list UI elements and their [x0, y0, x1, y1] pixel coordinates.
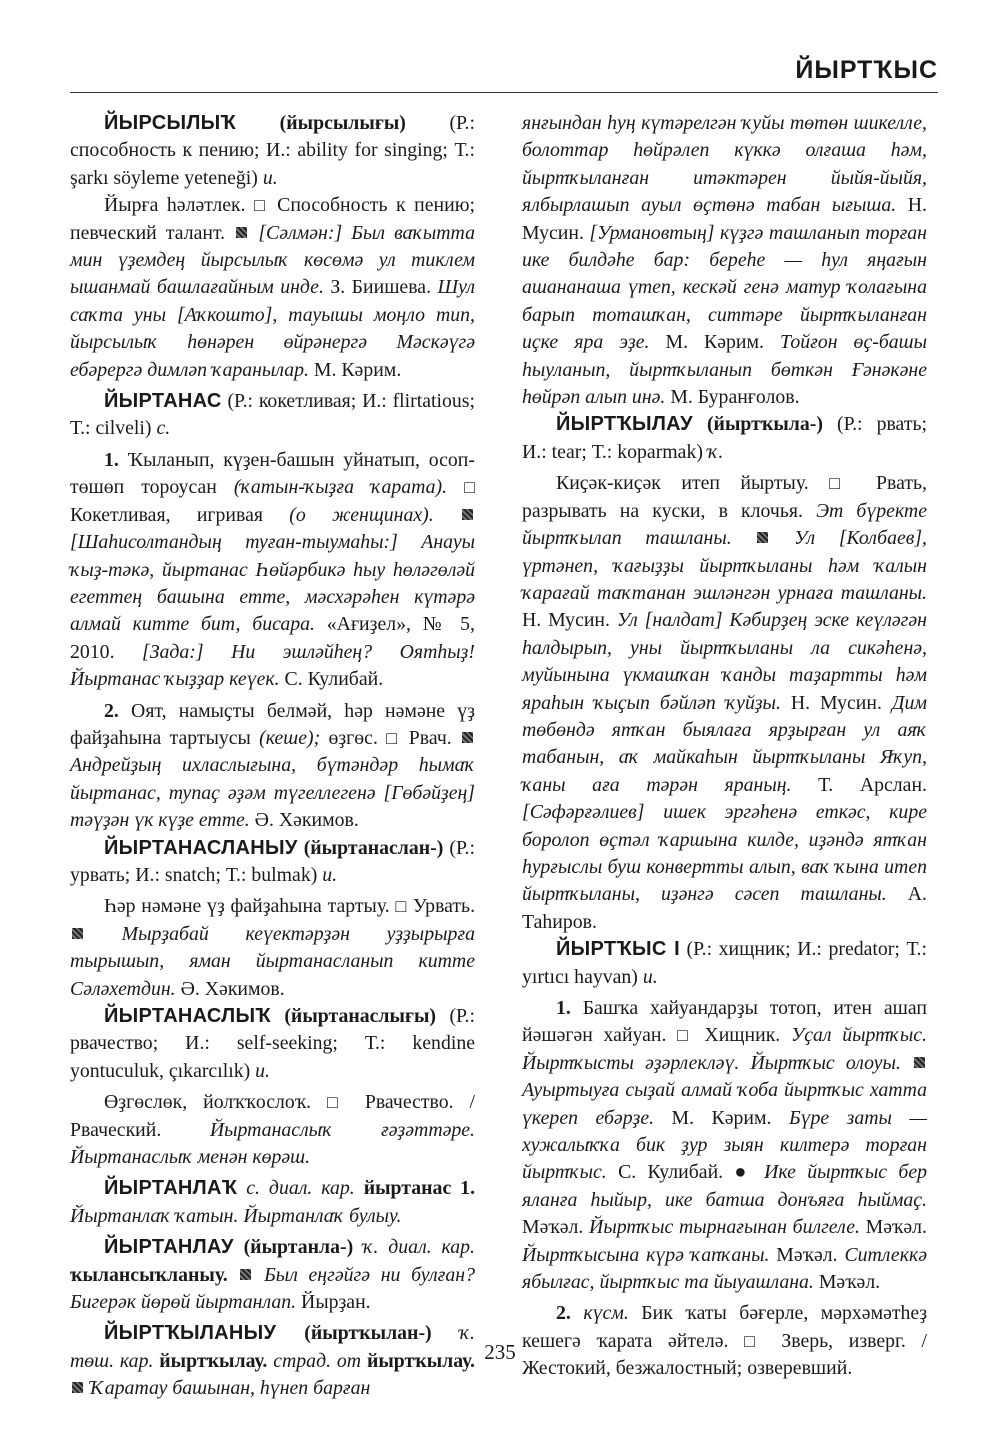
- sense-paragraph: Киҫәк-киҫәк итеп йыртыу. □ Рвать, разрывать на куски, в клочья. Эт бүректе йыртҡылап ташланы. Ул [Колбаев], үртәнеп, ҡағыҙҙы йыртҡыланы һәм ҡалын ҡарағай таҡтанан эшләнгән урнаға ташланы. Н. Мусин. Ул [налдат] Кәбирҙең эске кеүләгән һалдырып, уны йыртҡыланы ла сикәһенә, муйынына үкмашҡан ҡанды таҙартты һәм яраһын ҡыҫып бәйләп ҡуйҙы. Н. Мусин. Дим төбөндә ятҡан быялаға ярҙырған ул аяҡ табанын, аҡ майкаһын йыртҡыланы Яҡуп, ҡаны аға тәрән яраның. Т. Арслан. [Сәфәрғәлиев] ишек эргәһенә еткәс, кире боролоп өҫтәл ҡаршына килде, иҙәндә ятҡан һурғыслы буш конвертты алып, ваҡ ҡына итеп йыртҡыланы, иҙәнгә сәсеп ташланы. А. Таһиров.: [522, 472, 928, 933]
- continued-paragraph: янғындан һуң күтәрелгән ҡуйы төтөн шикелле, болоттар һөйрәлеп күккә олғаша һәм, йыртҡыланған итәктәрен йыйя-йыйя, ялбырлашып ауыл өҫтөнә табан ығыша. Н. Мусин. [Урмановтың] күҙгә ташланып торған ике билдәһе бар: береһе — һул яңағын ашананаша үтеп, кескәй генә матур ҡолағына барып тоташҡан, ситтәре йыртҡыланған иҫке яра эҙе. М. Кәрим. Тойғон өҫ-башы һыуланып, йыртҡыланып бөткән Ғәнәкәне һөйрәп алып инә. М. Буранғолов.: [522, 112, 927, 409]
- headword: ЙЫРТАНЛАУ: [104, 1236, 234, 1259]
- sense-paragraph: Өҙгөслөк, йолҡҡослоҡ. □ Рвачество. / Рвачеcкий. Йыртанаслыҡ ғәҙәттәре. Йыртанаслыҡ менән көрәш.: [70, 1091, 476, 1169]
- headword: ЙЫРТАНАСЛЫҠ: [104, 1005, 271, 1027]
- example-marker-icon: [757, 532, 768, 543]
- sense-paragraph: 1. Башҡа хайуандарҙы тотоп, итен ашап йәшәгән хайуан. □ Хищник. Уҫал йыртҡыс. Йыртҡысты әҙәрлекләү. Йыртҡыс олоуы. Ауыртыуға сыҙай алмай ҡоба йыртҡыс хатта үкереп ебәрҙе. М. Кәрим. Бүре заты — хужалыҡҡа бик ҙур зыян килтерә торған йыртҡыс. С. Кулибай. ● Ике йыртҡыс бер яланға һыйыр, ике батша донъяға һыймаҫ. Мәҡәл. Йыртҡыс тырнағынан билгеле. Мәҡәл. Йыртҡысына күрә ҡапҡаны. Мәҡәл. Ситлеккә ябылғас, йыртҡыс та йыуашлана. Мәҡәл.: [522, 997, 928, 1294]
- headword: ЙЫРТАНЛАҠ: [104, 1177, 238, 1200]
- headword: ЙЫРТҠЫЛАУ: [556, 413, 693, 436]
- entry-yirtanlau: ЙЫРТАНЛАУ (йыртанла-) ҡ. диал. кар. ҡылансыҡланыу. Был еңгәйгә ни булған? Бигерәк йөрөй йыртанлап. Йырҙан.: [70, 1236, 475, 1314]
- proverb-bullet-icon: ●: [734, 1161, 753, 1184]
- header-rule: [70, 92, 938, 93]
- example-marker-icon: [72, 928, 83, 939]
- sense-paragraph: 2. Оят, намыҫты белмәй, һәр нәмәне үҙ файҙаһына тартыусы (кеше); өҙгөс. □ Рвач. Андрейҙың ихласлығына, бүтәндәр һымаҡ йыртанас, тупаҫ әҙәм түгеллегенә [Гөбәйҙең] тәүҙән үк күҙе етте. Ә. Хәкимов.: [70, 699, 475, 832]
- headword: ЙЫРТҠЫС I: [556, 938, 680, 961]
- entry-yirsylyk: ЙЫРСЫЛЫҠ (йырсылығы) (Р.: способность к пению; И.: ability for singing; Т.: şarkı söyleme yeteneği) и.: [70, 112, 475, 189]
- entry-yirtanas: ЙЫРТАНАС (Р.: кокетливая; И.: flirtatious; Т.: cilveli) с.: [70, 390, 475, 440]
- entry-yirtkylau: ЙЫРТҠЫЛАУ (йыртҡыла-) (Р.: рвать; И.: tear; Т.: koparmak) ҡ.: [522, 413, 927, 463]
- example-marker-icon: [914, 1057, 925, 1068]
- sense-paragraph: 2. күсм. Бик ҡаты бәғерле, мәрхәмәтһеҙ кешегә ҡарата әйтелә. □ Зверь, изверг. / Жестокий, безжалостный; озверевший.: [522, 1302, 928, 1380]
- left-column: [70, 110, 475, 1403]
- headword: ЙЫРТАНАС: [104, 390, 222, 413]
- entry-yirtkys: ЙЫРТҠЫС I (Р.: хищник; И.: predator; Т.: yırtıcı hayvan) и.: [522, 938, 927, 988]
- example-marker-icon: [462, 509, 473, 520]
- running-header: ЙЫРТҠЫС: [795, 56, 938, 84]
- sense-paragraph: Һәр нәмәне үҙ файҙаһына тартыу. □ Урвать. Мырҙабай кеүектәрҙән уҙҙырырға тырышып, яман йыртанасланып китте Сәләхетдин. Ә. Хәкимов.: [70, 895, 476, 1000]
- example-marker-icon: [72, 1382, 83, 1393]
- page-number: 235: [484, 1340, 516, 1364]
- example-marker-icon: [236, 227, 247, 238]
- entry-yirtanlak: ЙЫРТАНЛАҠ с. диал. кар. йыртанас 1. Йыртанлаҡ ҡатын. Йыртанлаҡ булыу.: [70, 1177, 476, 1227]
- entry-yirtanaslyk: ЙЫРТАНАСЛЫҠ (йыртанаслығы) (Р.: рвачество; И.: self-seeking; Т.: kendine yontuculuk, çıkarcılık) и.: [70, 1005, 475, 1082]
- example-marker-icon: [462, 732, 473, 743]
- sense-paragraph: Йырға һәләтлек. □ Способность к пению; певческий талант. [Сәлмән:] Был ваҡытта мин үҙемдең йырсылыҡ көсөмә ул тиклем ышанмай башлағайным инде. З. Биишева. Шул саҡта уны [Аҡкошто], тауышы моңло тип, йырсылыҡ һөнәрен өйрәнергә Мәскәүгә ебәрергә димләп ҡаранылар. М. Кәрим.: [70, 194, 476, 381]
- headword: ЙЫРТАНАСЛАНЫУ: [104, 836, 298, 859]
- entry-yirtkylanyu: ЙЫРТҠЫЛАНЫУ (йыртҡылан-) ҡ. төш. кар. йыртҡылау. страд. от йыртҡылау. Ҡаратау башынан, һүнеп барған: [70, 1322, 475, 1400]
- example-marker-icon: [240, 1269, 251, 1280]
- entry-yirtanaslanyu: ЙЫРТАНАСЛАНЫУ (йыртанаслан-) (Р.: урвать; И.: snatch; Т.: bulmak) и.: [70, 836, 475, 886]
- headword: ЙЫРТҠЫЛАНЫУ: [104, 1322, 277, 1345]
- headword: ЙЫРСЫЛЫҠ: [104, 112, 237, 134]
- right-column: [522, 110, 927, 1383]
- sense-paragraph: 1. Ҡыланып, күҙен-башын уйнатып, осоп-төшөп тороусан (ҡатын-ҡыҙға ҡарата). □ Кокетливая, игривая (о женщинах). [Шаһисолтандың туған-тыумаһы:] Анауы ҡыҙ-тәкә, йыртанас Һөйәрбикә һыу һөләгөләй егеттең башына етте, мәсхәрәһен күтәрә алмай китте бит, бисара. «Ағиҙел», № 5, 2010. [Зада:] Ни эшләйһең? Оятһыҙ! Йыртанас ҡыҙҙар кеүек. С. Кулибай.: [70, 448, 475, 691]
